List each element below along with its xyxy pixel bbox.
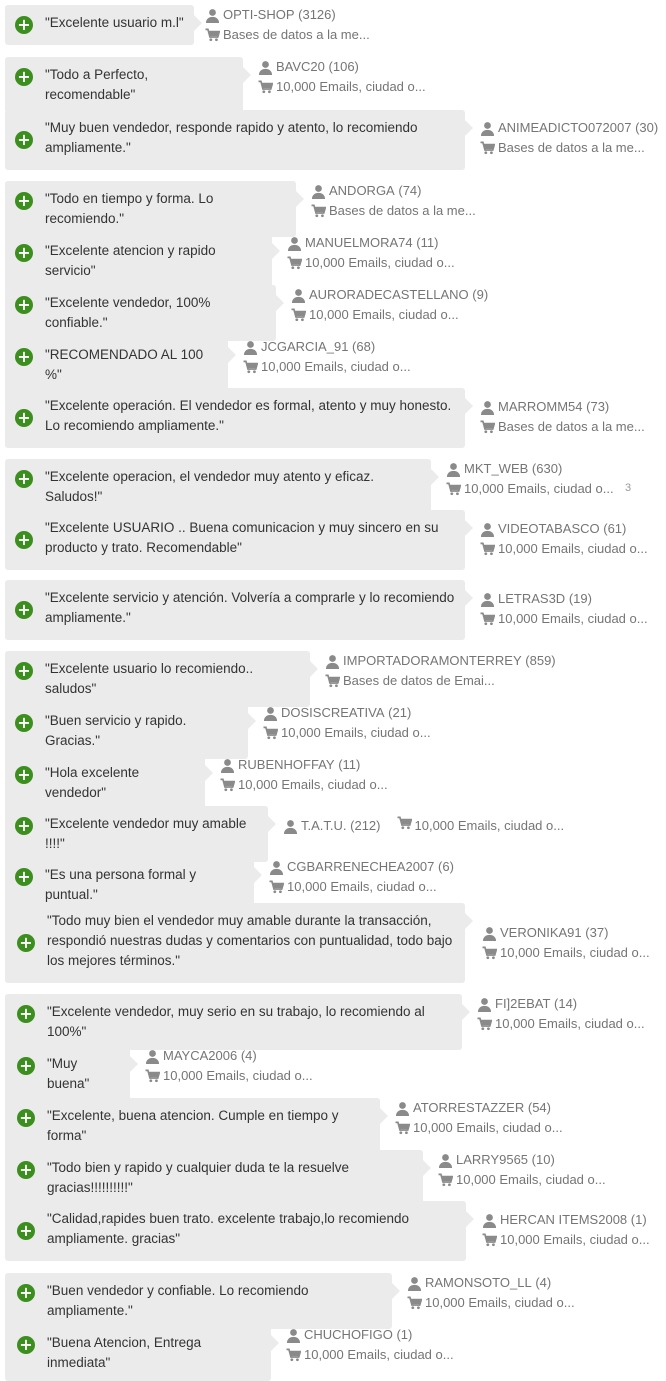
- item-title[interactable]: 10,000 Emails, ciudad o...: [456, 1172, 606, 1187]
- buyer-rating-count: (3126): [298, 7, 336, 22]
- item-line: [477, 1014, 666, 1034]
- comment-bubble: [5, 110, 465, 170]
- buyer-name[interactable]: VERONIKA91: [500, 925, 582, 940]
- buyer-rating-count: (10): [531, 1152, 555, 1167]
- buyer-info: [258, 57, 666, 97]
- user-icon: [446, 462, 464, 477]
- plus-circle-icon: +: [15, 470, 33, 488]
- buyer-rating-count: (11): [338, 757, 361, 772]
- feedback-item: [0, 1150, 666, 1195]
- comment-text: "Excelente atencion y rapido servicio": [45, 243, 216, 278]
- buyer-rating-count: (630): [531, 461, 563, 476]
- item-title[interactable]: 10,000 Emails, ciudad o...: [425, 1295, 575, 1310]
- feedback-item: [0, 1273, 666, 1318]
- item-line: [258, 77, 666, 97]
- buyer-info: [311, 181, 666, 221]
- item-line: [438, 1170, 666, 1190]
- comment-bubble: [5, 755, 205, 811]
- feedback-item: [0, 857, 666, 902]
- feedback-item: [0, 1098, 666, 1143]
- item-line: [480, 539, 666, 559]
- plus-circle-icon: +: [15, 662, 33, 680]
- item-line: [480, 138, 666, 158]
- comment-text: "Excelente vendedor, muy serio en su trabajo, lo recomiendo al 100%": [47, 1004, 425, 1039]
- cart-icon: [269, 880, 287, 894]
- item-title[interactable]: 10,000 Emails, ciudad o...: [238, 777, 388, 792]
- cart-icon: [287, 256, 305, 270]
- plus-circle-icon: +: [17, 1005, 35, 1023]
- user-icon: [220, 758, 238, 773]
- cart-icon: [480, 612, 498, 626]
- buyer-name[interactable]: ATORRESTAZZER: [413, 1100, 525, 1115]
- buyer-info: [480, 589, 666, 629]
- comment-text: "RECOMENDADO AL 100 %": [45, 347, 204, 382]
- buyer-line: [480, 519, 666, 539]
- buyer-rating-count: (30): [635, 120, 659, 135]
- buyer-info: [243, 337, 666, 377]
- user-icon: [205, 8, 223, 23]
- plus-circle-icon: +: [15, 192, 33, 210]
- stray-mark: 3: [625, 482, 632, 494]
- buyer-info: [263, 703, 666, 743]
- cart-icon: [291, 308, 309, 322]
- user-icon: [482, 926, 500, 941]
- comment-text: "Excelente operación. El vendedor es formal, atento y muy honesto. Lo recomiendo ampliamente.": [45, 398, 452, 433]
- buyer-name[interactable]: LETRAS3D: [498, 591, 566, 606]
- item-line: [480, 609, 666, 629]
- cart-icon: [397, 816, 415, 830]
- feedback-item: [0, 903, 666, 983]
- comment-bubble: [5, 57, 243, 113]
- comment-text: "Todo a Perfecto, recomendable": [45, 67, 149, 102]
- cart-icon: [258, 80, 276, 94]
- buyer-line: [243, 337, 666, 357]
- feedback-item: [0, 1325, 666, 1370]
- comment-bubble: [5, 1273, 392, 1329]
- buyer-name[interactable]: RAMONSOTO_LL: [425, 1275, 532, 1290]
- feedback-item: [0, 1201, 666, 1261]
- feedback-item: [0, 755, 666, 800]
- plus-circle-icon: +: [15, 244, 33, 262]
- buyer-line: [480, 118, 666, 138]
- buyer-info: [325, 651, 666, 691]
- buyer-rating-count: (212): [350, 818, 381, 833]
- buyer-name[interactable]: VIDEOTABASCO: [498, 521, 600, 536]
- cart-icon: [145, 1069, 163, 1083]
- item-line: [269, 877, 666, 897]
- buyer-rating-count: (1): [630, 1212, 647, 1227]
- item-title[interactable]: 10,000 Emails, ciudad o...: [276, 79, 426, 94]
- buyer-rating-count: (37): [585, 925, 609, 940]
- user-icon: [480, 592, 498, 607]
- user-icon: [291, 288, 309, 303]
- cart-icon: [407, 1296, 425, 1310]
- buyer-name[interactable]: T.A.T.U.: [301, 818, 347, 833]
- cart-icon: [205, 28, 223, 42]
- buyer-line: [291, 285, 666, 305]
- buyer-name[interactable]: CGBARRENECHEA2007: [287, 859, 435, 874]
- feedback-item: [0, 337, 666, 382]
- buyer-info: [269, 857, 666, 897]
- item-line: [286, 1345, 666, 1365]
- item-line: [205, 25, 666, 45]
- buyer-info: [480, 519, 666, 559]
- buyer-name[interactable]: LARRY9565: [456, 1152, 529, 1167]
- user-icon: [263, 706, 281, 721]
- user-icon: [480, 400, 498, 415]
- comment-bubble: [5, 806, 268, 862]
- item-title[interactable]: 10,000 Emails, ciudad o...: [261, 359, 411, 374]
- feedback-item: [0, 57, 666, 102]
- comment-bubble: [5, 181, 296, 237]
- comment-text: "Es una persona formal y puntual.": [45, 867, 197, 902]
- cart-icon: [311, 204, 329, 218]
- user-icon: [480, 121, 498, 136]
- comment-bubble: [5, 1046, 130, 1102]
- comment-text: "Muy buena": [47, 1056, 90, 1091]
- comment-bubble: [5, 337, 228, 393]
- buyer-line: [287, 233, 666, 253]
- plus-circle-icon: +: [15, 348, 33, 366]
- plus-circle-icon: +: [15, 601, 33, 619]
- item-line: [480, 417, 666, 437]
- feedback-item: [0, 5, 666, 45]
- buyer-info: [482, 1210, 666, 1250]
- user-icon: [286, 1328, 304, 1343]
- item-title[interactable]: 10,000 Emails, ciudad o...: [309, 307, 459, 322]
- item-line: [220, 775, 666, 795]
- item-title[interactable]: 10,000 Emails, ciudad o...: [464, 481, 614, 496]
- buyer-line: [263, 703, 666, 723]
- buyer-line: [477, 994, 666, 1014]
- comment-text: "Excelente usuario m.l": [45, 15, 184, 30]
- buyer-line: [395, 1098, 666, 1118]
- item-title[interactable]: 10,000 Emails, ciudad o...: [500, 945, 650, 960]
- buyer-rating-count: (859): [525, 653, 556, 668]
- buyer-name[interactable]: JCGARCIA_91: [261, 339, 349, 354]
- buyer-name[interactable]: IMPORTADORAMONTERREY: [343, 653, 522, 668]
- comment-bubble: [5, 1201, 466, 1261]
- buyer-name[interactable]: AURORADECASTELLANO: [309, 287, 469, 302]
- comment-bubble: [5, 1098, 380, 1154]
- plus-circle-icon: +: [15, 68, 33, 86]
- item-line: [287, 253, 666, 273]
- plus-circle-icon: +: [15, 868, 33, 886]
- plus-circle-icon: +: [15, 409, 33, 427]
- buyer-line: [325, 651, 666, 671]
- item-line: [482, 1230, 666, 1250]
- item-title[interactable]: 10,000 Emails, ciudad o...: [495, 1016, 645, 1031]
- buyer-rating-count: (61): [603, 521, 627, 536]
- item-line: [446, 479, 666, 499]
- cart-icon: [438, 1173, 456, 1187]
- buyer-name[interactable]: MANUELMORA74: [305, 235, 413, 250]
- item-line: [243, 357, 666, 377]
- buyer-name[interactable]: HERCAN ITEMS2008: [500, 1212, 628, 1227]
- comment-bubble: [5, 1150, 423, 1206]
- feedback-item: [0, 181, 666, 226]
- comment-text: "Calidad,rapides buen trato. excelente trabajo,lo recomiendo ampliamente. gracias": [47, 1211, 410, 1246]
- cart-icon: [325, 674, 343, 688]
- comment-bubble: [5, 994, 462, 1050]
- buyer-rating-count: (54): [527, 1100, 551, 1115]
- comment-text: "Muy buen vendedor, responde rapido y atento, lo recomiendo ampliamente.": [45, 120, 418, 155]
- comment-bubble: [5, 903, 465, 983]
- buyer-info: [395, 1098, 666, 1138]
- buyer-name[interactable]: MKT_WEB: [464, 461, 529, 476]
- user-icon: [407, 1276, 425, 1291]
- buyer-info: [480, 118, 666, 158]
- plus-circle-icon: +: [17, 1222, 35, 1240]
- feedback-item: [0, 703, 666, 748]
- item-title[interactable]: 10,000 Emails, ciudad o...: [281, 725, 431, 740]
- user-icon: [283, 819, 301, 834]
- feedback-item: [0, 580, 666, 640]
- cart-icon: [220, 778, 238, 792]
- buyer-line: [407, 1273, 666, 1293]
- buyer-line: [446, 459, 666, 479]
- buyer-name[interactable]: ANDORGA: [329, 183, 395, 198]
- item-title[interactable]: 10,000 Emails, ciudad o...: [498, 611, 648, 626]
- comment-text: "Todo bien y rapido y cualquier duda te la resuelve gracias!!!!!!!!!!": [47, 1160, 349, 1195]
- user-icon: [480, 522, 498, 537]
- buyer-rating-count: (106): [328, 59, 359, 74]
- comment-text: "Buen vendedor y confiable. Lo recomiendo ampliamente.": [47, 1283, 309, 1318]
- item-line: [397, 816, 565, 836]
- user-icon: [287, 236, 305, 251]
- comment-text: "Todo en tiempo y forma. Lo recomiendo.": [45, 191, 214, 226]
- cart-icon: [243, 360, 261, 374]
- buyer-rating-count: (68): [352, 339, 376, 354]
- buyer-line: [482, 923, 666, 943]
- feedback-item: [0, 285, 666, 330]
- buyer-info: [291, 285, 666, 325]
- item-title[interactable]: Bases de datos a la me...: [498, 140, 645, 155]
- comment-text: "Excelente usuario lo recomiendo.. saludos": [45, 661, 254, 696]
- buyer-line: [220, 755, 666, 775]
- comment-text: "Todo muy bien el vendedor muy amable durante la transacción, respondió nuestras dudas y comentarios con puntualidad, todo bajo los mejores términos.": [47, 913, 453, 968]
- user-icon: [438, 1153, 456, 1168]
- comment-text: "Excelente servicio y atención. Volvería a comprarle y lo recomiendo ampliamente.": [45, 590, 455, 625]
- item-line: [291, 305, 666, 325]
- item-title[interactable]: Bases de datos de Emai...: [343, 673, 495, 688]
- buyer-name[interactable]: CHUCHOFIGO: [304, 1327, 393, 1342]
- item-line: [263, 723, 666, 743]
- comment-text: "Excelente vendedor muy amable !!!!": [45, 816, 247, 851]
- user-icon: [258, 60, 276, 75]
- comment-bubble: [5, 703, 248, 759]
- buyer-rating-count: (74): [398, 183, 422, 198]
- comment-bubble: [5, 5, 194, 45]
- buyer-name[interactable]: RUBENHOFFAY: [238, 757, 335, 772]
- buyer-info: [287, 233, 666, 273]
- cart-icon: [446, 482, 464, 496]
- buyer-line: [258, 57, 666, 77]
- plus-circle-icon: +: [15, 296, 33, 314]
- plus-circle-icon: +: [17, 1336, 35, 1354]
- plus-circle-icon: +: [17, 1057, 35, 1075]
- feedback-item: [0, 510, 666, 570]
- comment-text: "Buena Atencion, Entrega inmediata": [47, 1335, 202, 1370]
- item-line: [407, 1293, 666, 1313]
- comment-bubble: [5, 510, 465, 570]
- buyer-info: [477, 994, 666, 1034]
- feedback-item: [0, 806, 666, 851]
- comment-text: "Excelente vendedor, 100% confiable.": [45, 295, 211, 330]
- buyer-rating-count: (73): [586, 399, 610, 414]
- plus-circle-icon: +: [15, 714, 33, 732]
- buyer-rating-count: (4): [535, 1275, 552, 1290]
- comment-bubble: [5, 233, 272, 289]
- buyer-info: [480, 397, 666, 437]
- item-title[interactable]: 10,000 Emails, ciudad o...: [304, 1347, 454, 1362]
- user-icon: [311, 184, 329, 199]
- feedback-item: [0, 1046, 666, 1091]
- item-title[interactable]: 10,000 Emails, ciudad o...: [287, 879, 437, 894]
- item-title[interactable]: 10,000 Emails, ciudad o...: [413, 1120, 563, 1135]
- cart-icon: [395, 1121, 413, 1135]
- comment-bubble: [5, 1325, 271, 1381]
- cart-icon: [482, 946, 500, 960]
- buyer-line: [480, 589, 666, 609]
- buyer-rating-count: (6): [438, 859, 454, 874]
- feedback-item: [0, 388, 666, 448]
- item-title[interactable]: 10,000 Emails, ciudad o...: [414, 818, 565, 833]
- cart-icon: [480, 420, 498, 434]
- plus-circle-icon: +: [15, 131, 33, 149]
- comment-bubble: [5, 651, 310, 707]
- item-line: [395, 1118, 666, 1138]
- buyer-line: [205, 5, 666, 25]
- item-line: [325, 671, 666, 691]
- feedback-item: [0, 994, 666, 1039]
- buyer-rating-count: (9): [472, 287, 489, 302]
- item-title[interactable]: 10,000 Emails, ciudad o...: [305, 255, 455, 270]
- feedback-item: [0, 651, 666, 696]
- feedback-item: [0, 110, 666, 170]
- buyer-info: [446, 459, 666, 499]
- plus-circle-icon: +: [17, 1109, 35, 1127]
- comment-bubble: [5, 388, 465, 448]
- buyer-name[interactable]: BAVC20: [276, 59, 325, 74]
- comment-text: "Hola excelente vendedor": [45, 765, 140, 800]
- user-icon: [145, 1049, 163, 1064]
- buyer-line: [438, 1150, 666, 1170]
- buyer-info: [407, 1273, 666, 1313]
- user-icon: [477, 997, 495, 1012]
- cart-icon: [263, 726, 281, 740]
- buyer-rating-count: (4): [240, 1048, 257, 1063]
- buyer-info: [220, 755, 666, 795]
- buyer-rating-count: (11): [416, 235, 439, 250]
- plus-circle-icon: +: [15, 531, 33, 549]
- item-title[interactable]: 10,000 Emails, ciudad o...: [500, 1232, 650, 1247]
- buyer-rating-count: (21): [388, 705, 412, 720]
- buyer-info: [283, 816, 666, 836]
- plus-circle-icon: +: [15, 766, 33, 784]
- buyer-line: [480, 397, 666, 417]
- item-title[interactable]: Bases de datos a la me...: [329, 203, 476, 218]
- buyer-name[interactable]: MAYCA2006: [163, 1048, 238, 1063]
- cart-icon: [477, 1017, 495, 1031]
- buyer-info: [286, 1325, 666, 1365]
- item-line: [311, 201, 666, 221]
- buyer-info: [482, 923, 666, 963]
- user-icon: [269, 860, 287, 875]
- cart-icon: [286, 1348, 304, 1362]
- item-line: [145, 1066, 666, 1086]
- comment-text: "Excelente, buena atencion. Cumple en tiempo y forma": [47, 1108, 339, 1143]
- buyer-info: [205, 5, 666, 45]
- buyer-name[interactable]: OPTI-SHOP: [223, 7, 295, 22]
- user-icon: [395, 1101, 413, 1116]
- user-icon: [325, 654, 343, 669]
- comment-text: "Excelente USUARIO .. Buena comunicacion y muy sincero en su producto y trato. Recomendable": [45, 520, 439, 555]
- plus-circle-icon: +: [17, 934, 35, 952]
- cart-icon: [480, 542, 498, 556]
- feedback-item: [0, 459, 666, 504]
- buyer-line: [311, 181, 666, 201]
- buyer-name[interactable]: FI]2EBAT: [495, 996, 551, 1011]
- buyer-rating-count: (14): [554, 996, 578, 1011]
- buyer-line: [482, 1210, 666, 1230]
- buyer-info: [145, 1046, 666, 1086]
- buyer-line: [283, 816, 666, 836]
- comment-bubble: [5, 459, 431, 515]
- comment-text: "Buen servicio y rapido. Gracias.": [45, 713, 187, 748]
- buyer-line: [269, 857, 666, 877]
- item-title[interactable]: 10,000 Emails, ciudad o...: [163, 1068, 313, 1083]
- comment-bubble: [5, 285, 276, 341]
- item-title[interactable]: 10,000 Emails, ciudad o...: [498, 541, 648, 556]
- user-icon: [482, 1213, 500, 1228]
- comment-bubble: [5, 580, 465, 640]
- comment-text: "Excelente operacion, el vendedor muy atento y eficaz. Saludos!": [45, 469, 374, 504]
- user-icon: [243, 340, 261, 355]
- plus-circle-icon: +: [17, 1284, 35, 1302]
- item-title[interactable]: Bases de datos a la me...: [223, 27, 370, 42]
- buyer-name[interactable]: MARROMM54: [498, 399, 583, 414]
- buyer-line: [145, 1046, 666, 1066]
- feedback-item: [0, 233, 666, 278]
- buyer-line: [286, 1325, 666, 1345]
- cart-icon: [480, 141, 498, 155]
- buyer-name[interactable]: DOSISCREATIVA: [281, 705, 385, 720]
- item-title[interactable]: Bases de datos a la me...: [498, 419, 645, 434]
- buyer-name[interactable]: ANIMEADICTO072007: [498, 120, 632, 135]
- plus-circle-icon: +: [15, 817, 33, 835]
- plus-circle-icon: +: [15, 16, 33, 34]
- buyer-info: [438, 1150, 666, 1190]
- cart-icon: [482, 1233, 500, 1247]
- buyer-rating-count: (19): [568, 591, 592, 606]
- buyer-rating-count: (1): [396, 1327, 413, 1342]
- plus-circle-icon: +: [17, 1161, 35, 1179]
- item-line: [482, 943, 666, 963]
